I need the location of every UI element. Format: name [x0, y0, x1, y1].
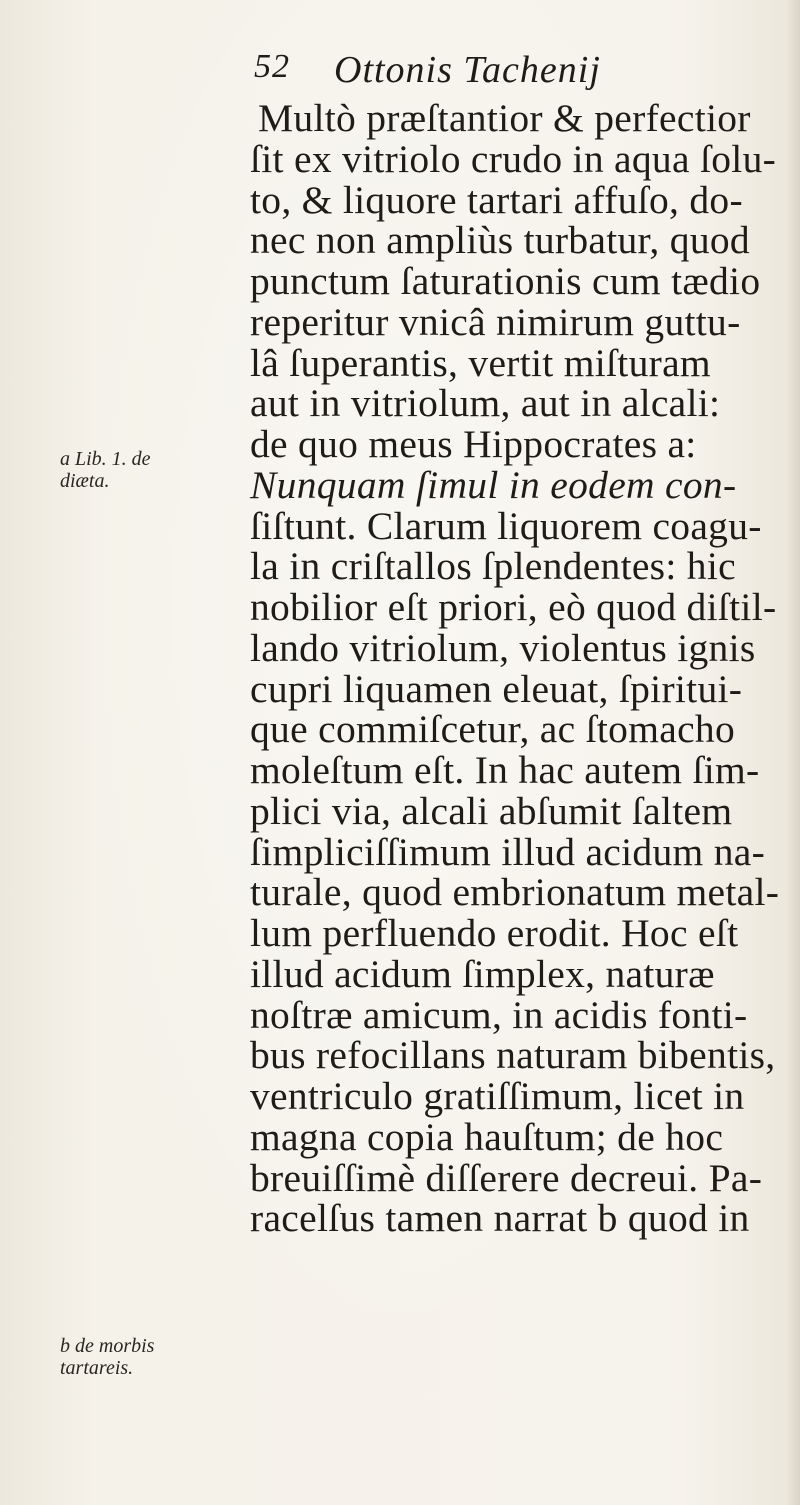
text-line: cupri liquamen eleuat, ſpiritui-: [250, 666, 743, 711]
text-line: noſtræ amicum, in acidis fonti-: [250, 992, 748, 1037]
text-line: reperitur vnicâ nimirum guttu-: [250, 299, 741, 344]
text-line: punctum ſaturationis cum tædio: [250, 259, 761, 303]
margin-note-b: [60, 1335, 240, 1379]
text-line: racelſus tamen narrat b quod in: [250, 1196, 750, 1241]
text-line: ſimpliciſſimum illud acidum na-: [250, 829, 766, 874]
margin-note-a-line: diæta.: [60, 470, 110, 492]
text-line: moleſtum eſt. In hac autem ſim-: [250, 748, 760, 792]
text-line: breuiſſimè diſſerere decreui. Pa-: [250, 1155, 763, 1200]
text-line: Multò præſtantior & perfectior: [258, 96, 751, 140]
text-line: turale, quod embrionatum metal-: [250, 870, 780, 915]
body-text: [250, 98, 780, 1239]
text-line: plici via, alcali abſumit ſaltem: [250, 788, 733, 833]
running-title: Ottonis Tachenij: [334, 49, 601, 91]
margin-note-a-line: a Lib. 1. de: [60, 448, 151, 470]
text-line: ſiſtunt. Clarum liquorem coagu-: [250, 503, 762, 548]
margin-note-a: [60, 448, 240, 492]
margin-note-b-line: tartareis.: [60, 1357, 134, 1379]
text-line: nobilior eſt priori, eò quod diſtil-: [250, 585, 777, 629]
text-line: magna copia hauſtum; de hoc: [250, 1114, 724, 1159]
text-line: ſit ex vitriolo crudo in aqua ſolu-: [250, 136, 777, 181]
text-line: bus refocillans naturam bibentis,: [250, 1033, 776, 1078]
text-line: de quo meus Hippocrates a:: [250, 422, 697, 466]
text-line: lando vitriolum, violentus ignis: [250, 625, 756, 670]
text-line: que commiſcetur, ac ſtomacho: [250, 707, 736, 752]
text-line: to, & liquore tartari affuſo, do-: [250, 177, 743, 222]
text-line: aut in vitriolum, aut in alcali:: [250, 381, 721, 426]
page-number: 52: [254, 48, 290, 85]
text-line: la in criſtallos ſplendentes: hic: [250, 544, 736, 589]
text-line: nec non ampliùs turbatur, quod: [250, 218, 750, 263]
text-line: lum perfluendo erodit. Hoc eſt: [250, 911, 739, 955]
text-line: illud acidum ſimplex, naturæ: [250, 951, 715, 996]
text-line: lâ ſuperantis, vertit miſturam: [250, 340, 711, 385]
text-line-italic: Nunquam ſimul in eodem con-: [250, 462, 737, 507]
running-head: [248, 48, 768, 98]
page-edge-shadow: [786, 0, 800, 1505]
margin-note-b-line: b de morbis: [60, 1335, 155, 1357]
text-line: ventriculo gratiſſimum, licet in: [250, 1074, 745, 1118]
